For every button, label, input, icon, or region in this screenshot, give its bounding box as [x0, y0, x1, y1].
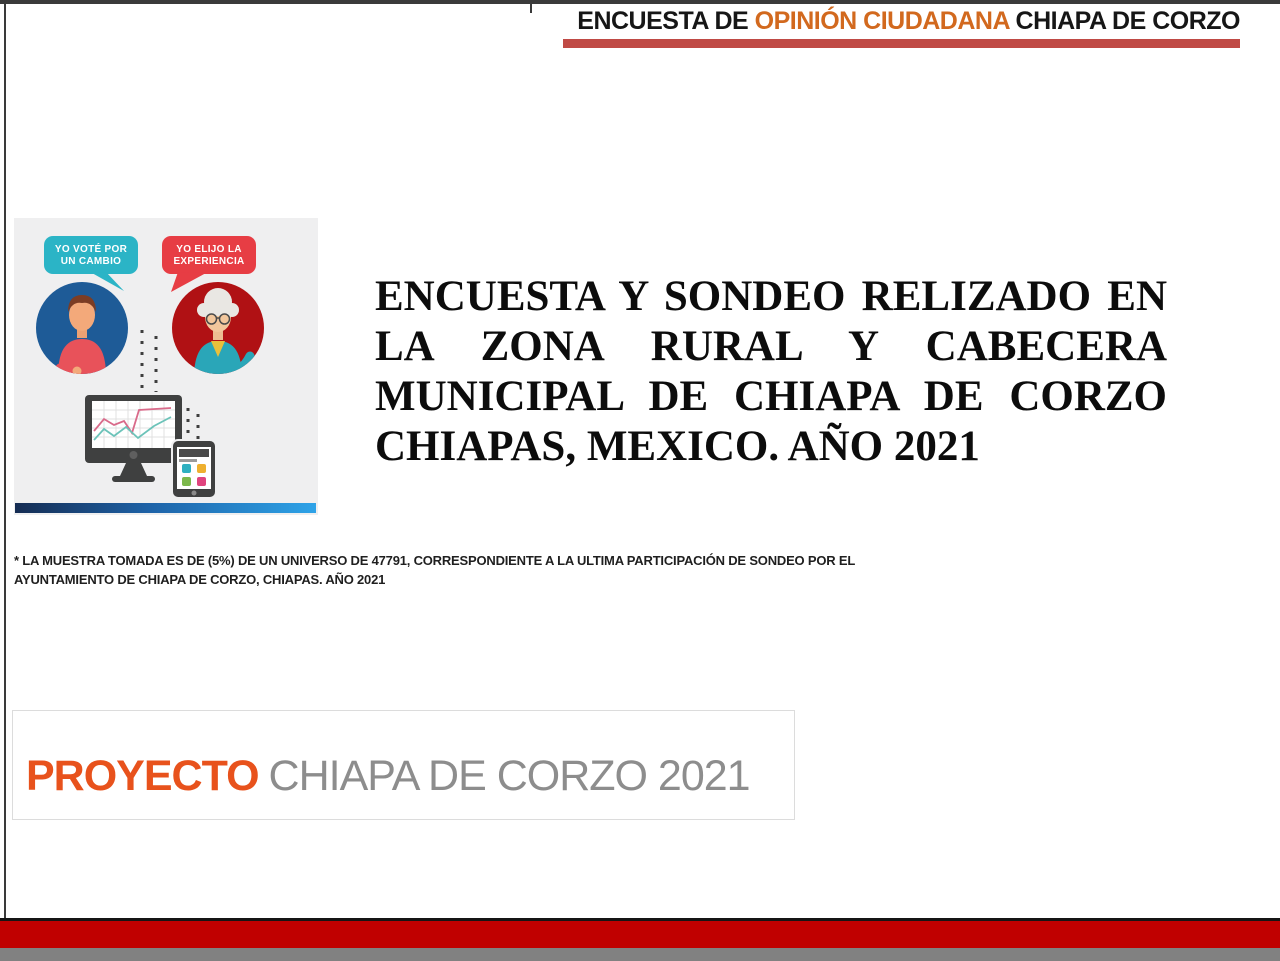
footer-red-bar [0, 918, 1280, 948]
header-underline-bar [563, 39, 1240, 48]
header-segment-2: CHIAPA DE CORZO [1009, 7, 1240, 35]
monitor-button [130, 451, 138, 459]
project-banner-gray: CHIAPA DE CORZO 2021 [268, 751, 750, 800]
header-segment-orange: OPINIÓN CIUDADANA [754, 7, 1010, 35]
speech-bubble-right-line1: YO ELIJO LA [176, 244, 242, 255]
survey-illustration-svg [14, 218, 318, 515]
illustration-gradient-bar [15, 503, 316, 513]
survey-illustration [14, 218, 318, 515]
phone-app-icon-teal [182, 464, 191, 473]
slide-header [577, 7, 1240, 36]
header-left-tick [530, 0, 532, 13]
top-border-bar [0, 0, 1280, 4]
sample-footnote [14, 551, 855, 589]
phone-app-icon-pink [197, 477, 206, 486]
project-banner [12, 710, 795, 820]
phone-home-button [192, 491, 197, 496]
project-banner-orange: PROYECTO [26, 751, 259, 800]
phone-sub-bar [179, 459, 197, 462]
footnote-line-1: * LA MUESTRA TOMADA ES DE (5%) DE UN UNIVERSO DE 47791, CORRESPONDIENTE A LA ULTIMA PARTICIPACIÓN DE SONDEO POR EL [14, 553, 856, 568]
project-banner-text [13, 730, 750, 801]
phone-header-bar [179, 449, 209, 457]
footer-gray-strip [0, 948, 1280, 961]
speech-bubble-right-shape [162, 236, 256, 274]
phone-app-icon-orange [197, 464, 206, 473]
left-border-line [4, 0, 6, 918]
speech-bubble-right-line2: EXPERIENCIA [173, 256, 245, 267]
speech-bubble-left-line2: UN CAMBIO [60, 256, 122, 267]
slide-title: ENCUESTA Y SONDEO RELIZADO EN LA ZONA RURAL Y CABECERA MUNICIPAL DE CHIAPA DE CORZO CHIAPAS, MEXICO. AÑO 2021 [375, 273, 1167, 470]
monitor-base [112, 476, 155, 482]
header-segment-1: ENCUESTA DE [577, 7, 755, 35]
footnote-line-2: AYUNTAMIENTO DE CHIAPA DE CORZO, CHIAPAS. AÑO 2021 [14, 572, 386, 587]
speech-bubble-left-shape [44, 236, 138, 274]
phone-app-icon-green [182, 477, 191, 486]
speech-bubble-left-line1: YO VOTÉ POR [54, 244, 128, 255]
phone-icon [172, 440, 216, 498]
